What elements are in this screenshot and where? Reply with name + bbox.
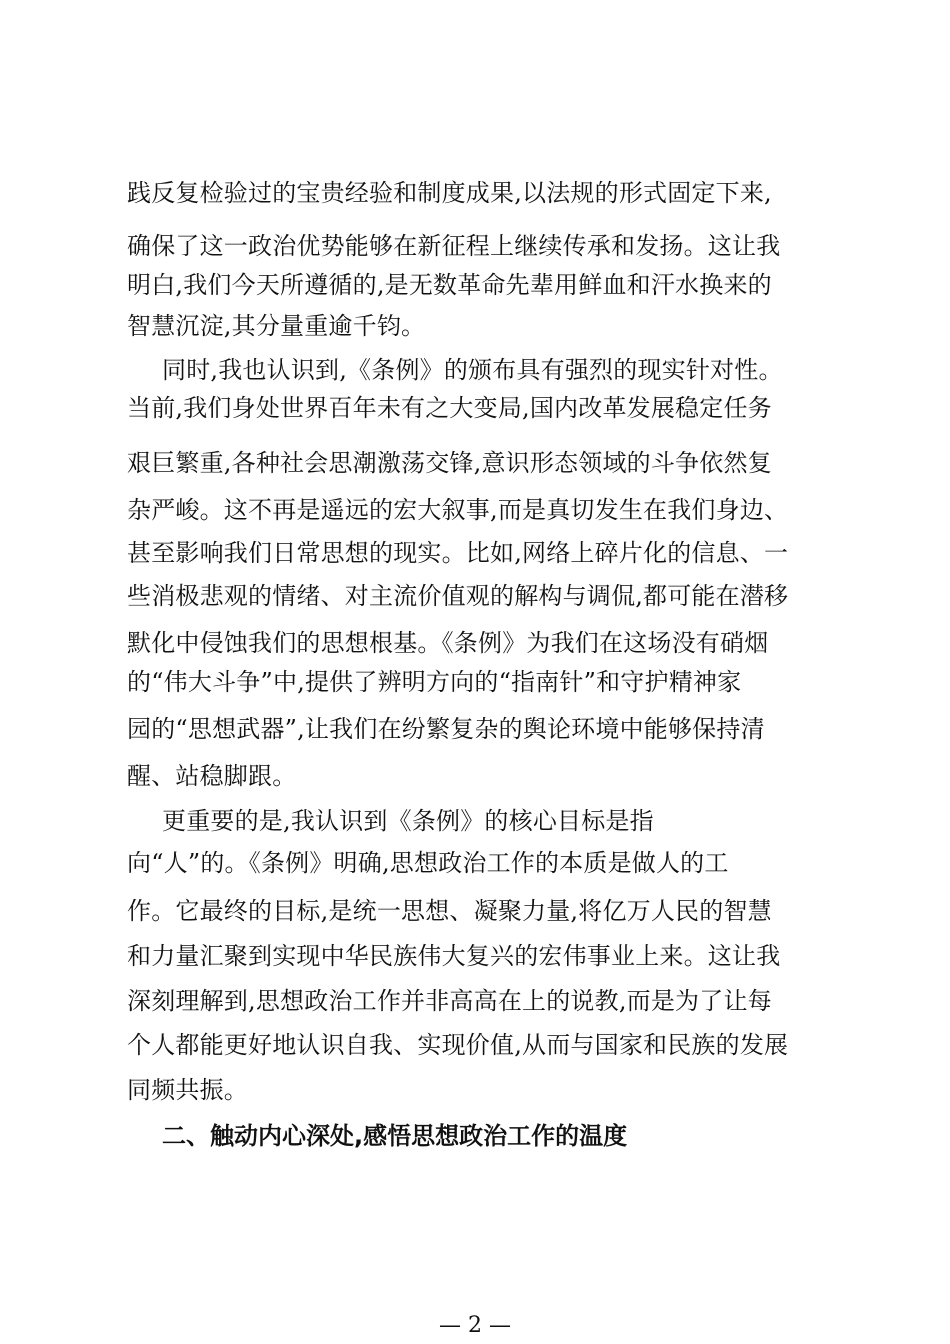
paragraph-3-line-2: 向“人”的。《条例》明确,思想政治工作的本质是做人的工 [127,849,729,877]
paragraph-3-line-3: 作。它最终的目标,是统一思想、凝聚力量,将亿万人民的智慧 [127,897,772,925]
paragraph-2-line-2: 当前,我们身处世界百年未有之大变局,国内改革发展稳定任务 [127,394,772,422]
paragraph-2-line-4: 杂严峻。这不再是遥远的宏大叙事,而是真切发生在我们身边、 [127,496,789,524]
paragraph-2-line-3: 艰巨繁重,各种社会思潮激荡交锋,意识形态领域的斗争依然复 [127,449,772,477]
paragraph-2-line-8: 的“伟大斗争”中,提供了辨明方向的“指南针”和守护精神家 [127,668,742,696]
paragraph-1-line-3: 明白,我们今天所遵循的,是无数革命先辈用鲜血和汗水换来的 [127,271,772,299]
paragraph-3-line-6: 个人都能更好地认识自我、实现价值,从而与国家和民族的发展 [127,1031,789,1059]
paragraph-1-line-4: 智慧沉淀,其分量重逾千钧。 [127,312,426,340]
paragraph-2-line-10: 醒、站稳脚跟。 [127,762,297,790]
paragraph-3-line-4: 和力量汇聚到实现中华民族伟大复兴的宏伟事业上来。这让我 [127,942,781,970]
paragraph-1-line-1: 践反复检验过的宝贵经验和制度成果,以法规的形式固定下来, [127,179,772,207]
paragraph-3-line-7: 同频共振。 [127,1076,248,1104]
paragraph-3-line-5: 深刻理解到,思想政治工作并非高高在上的说教,而是为了让每 [127,987,772,1015]
paragraph-3-line-1: 更重要的是,我认识到《条例》的核心目标是指 [162,807,654,835]
paragraph-1-line-2: 确保了这一政治优势能够在新征程上继续传承和发扬。这让我 [127,232,781,260]
paragraph-2-line-5: 甚至影响我们日常思想的现实。比如,网络上碎片化的信息、一 [127,539,789,567]
section-heading: 二、触动内心深处,感悟思想政治工作的温度 [162,1122,628,1150]
paragraph-2-line-7: 默化中侵蚀我们的思想根基。《条例》为我们在这场没有硝烟 [127,629,769,657]
paragraph-2-line-9: 园的“思想武器”,让我们在纷繁复杂的舆论环境中能够保持清 [127,715,765,743]
paragraph-2-line-6: 些消极悲观的情绪、对主流价值观的解构与调侃,都可能在潜移 [127,582,789,610]
paragraph-2-line-1: 同时,我也认识到,《条例》的颁布具有强烈的现实针对性。 [162,356,783,384]
page-number: — 2 — [439,1313,511,1338]
